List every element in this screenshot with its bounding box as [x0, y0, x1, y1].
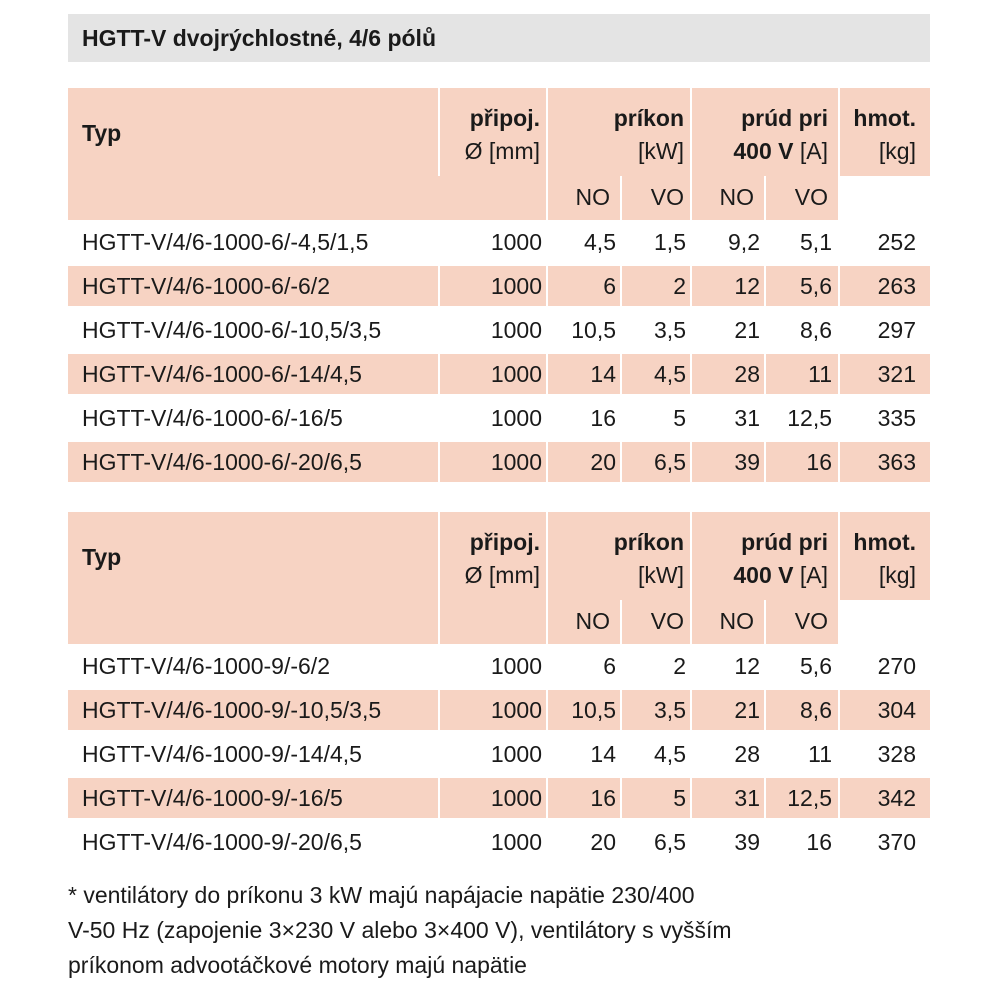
header-prud-no: NO — [719, 608, 754, 634]
header-prud-line2 — [733, 562, 828, 589]
cell-prud-vo: 12,5 — [787, 405, 832, 431]
header-pripoj-unit: Ø [mm] — [464, 562, 540, 588]
header-prikon-vo: VO — [650, 608, 684, 634]
cell-prud-no: 28 — [734, 741, 760, 767]
header-prikon: príkon — [613, 105, 684, 131]
cell-hmot: 370 — [877, 829, 916, 855]
cell-prud-no: 9,2 — [728, 229, 760, 255]
cell-prud-no: 28 — [734, 361, 760, 387]
cell-typ: HGTT-V/4/6-1000-9/-10,5/3,5 — [82, 697, 382, 723]
cell-hmot: 270 — [877, 653, 916, 679]
table-body — [68, 644, 930, 864]
header-prikon: príkon — [613, 529, 684, 555]
cell-prikon-no: 14 — [590, 361, 616, 387]
cell-hmot: 363 — [877, 449, 916, 475]
header-hmot: hmot. — [853, 105, 916, 131]
cell-prud-no: 31 — [734, 405, 760, 431]
cell-prud-no: 21 — [734, 697, 760, 723]
cell-prikon-vo: 3,5 — [654, 697, 686, 723]
cell-pripoj: 1000 — [490, 449, 542, 475]
cell-prikon-vo: 4,5 — [654, 361, 686, 387]
cell-prud-vo: 16 — [806, 449, 832, 475]
cell-hmot: 304 — [877, 697, 916, 723]
cell-prud-no: 12 — [734, 273, 760, 299]
cell-hmot: 252 — [877, 229, 916, 255]
table-header — [68, 512, 930, 644]
cell-prud-no: 21 — [734, 317, 760, 343]
cell-pripoj: 1000 — [490, 317, 542, 343]
table-row — [68, 264, 930, 308]
table-row — [68, 440, 930, 484]
header-prud: prúd pri — [741, 529, 828, 555]
cell-prud-no: 31 — [734, 785, 760, 811]
header-prikon-unit: [kW] — [638, 138, 684, 164]
header-hmot: hmot. — [853, 529, 916, 555]
header-prikon-cell — [548, 88, 690, 220]
cell-pripoj: 1000 — [490, 697, 542, 723]
header-prud-vo: VO — [794, 184, 828, 210]
cell-prud-no: 39 — [734, 449, 760, 475]
table-row — [68, 688, 930, 732]
table-row — [68, 644, 930, 688]
header-pripoj: připoj. — [469, 529, 540, 555]
header-prud-voltage: 400 V — [733, 138, 794, 164]
cell-prud-vo: 16 — [806, 829, 832, 855]
cell-prud-no: 39 — [734, 829, 760, 855]
section-title: HGTT-V dvojrýchlostné, 4/6 pólů — [68, 14, 930, 62]
cell-prikon-vo: 3,5 — [654, 317, 686, 343]
cell-prud-vo: 11 — [808, 741, 832, 767]
cell-pripoj: 1000 — [490, 361, 542, 387]
cell-prikon-no: 14 — [590, 741, 616, 767]
cell-typ: HGTT-V/4/6-1000-9/-6/2 — [82, 653, 330, 679]
header-typ: Typ — [82, 120, 122, 146]
table-row — [68, 308, 930, 352]
cell-typ: HGTT-V/4/6-1000-6/-14/4,5 — [82, 361, 362, 387]
cell-prud-vo: 5,6 — [800, 653, 832, 679]
cell-hmot: 335 — [877, 405, 916, 431]
cell-typ: HGTT-V/4/6-1000-9/-14/4,5 — [82, 741, 362, 767]
cell-prikon-vo: 2 — [673, 273, 686, 299]
cell-prikon-vo: 2 — [673, 653, 686, 679]
header-prud-cell — [692, 88, 838, 220]
cell-hmot: 342 — [877, 785, 916, 811]
header-prikon-vo: VO — [650, 184, 684, 210]
header-hmot-unit: [kg] — [878, 562, 916, 588]
cell-prikon-no: 16 — [590, 785, 616, 811]
cell-pripoj: 1000 — [490, 273, 542, 299]
cell-prud-no: 12 — [734, 653, 760, 679]
spec-table-1 — [68, 88, 930, 484]
header-hmot-cell — [840, 512, 930, 644]
cell-prikon-no: 6 — [603, 653, 616, 679]
header-prikon-no: NO — [575, 184, 610, 210]
header-prikon-cell — [548, 512, 690, 644]
spec-table-2 — [68, 512, 930, 864]
cell-prikon-vo: 5 — [673, 785, 686, 811]
footnote-line-2: V-50 Hz (zapojenie 3×230 V alebo 3×400 V), ventilátory s vyšším — [68, 917, 732, 943]
cell-prud-vo: 8,6 — [800, 317, 832, 343]
header-prikon-unit: [kW] — [638, 562, 684, 588]
header-prud-vo: VO — [794, 608, 828, 634]
cell-prikon-no: 20 — [590, 449, 616, 475]
cell-hmot: 297 — [877, 317, 916, 343]
header-prud-voltage: 400 V — [733, 562, 794, 588]
cell-prikon-no: 6 — [603, 273, 616, 299]
header-pripoj-unit: Ø [mm] — [464, 138, 540, 164]
table-row — [68, 732, 930, 776]
cell-typ: HGTT-V/4/6-1000-9/-16/5 — [82, 785, 343, 811]
cell-pripoj: 1000 — [490, 229, 542, 255]
header-prud-cell — [692, 512, 838, 644]
cell-typ: HGTT-V/4/6-1000-6/-10,5/3,5 — [82, 317, 382, 343]
table-row — [68, 820, 930, 864]
cell-prikon-vo: 4,5 — [654, 741, 686, 767]
cell-prud-vo: 11 — [808, 361, 832, 387]
header-prud-unit: [A] — [799, 138, 828, 164]
header-prud-line2 — [733, 138, 828, 165]
cell-prikon-no: 16 — [590, 405, 616, 431]
cell-typ: HGTT-V/4/6-1000-6/-6/2 — [82, 273, 330, 299]
cell-prikon-no: 20 — [590, 829, 616, 855]
cell-prikon-no: 10,5 — [571, 317, 616, 343]
table-row — [68, 396, 930, 440]
cell-pripoj: 1000 — [490, 785, 542, 811]
header-pripoj-cell — [440, 512, 546, 644]
header-pripoj-cell — [440, 88, 546, 220]
cell-pripoj: 1000 — [490, 741, 542, 767]
cell-hmot: 321 — [877, 361, 916, 387]
table-body — [68, 220, 930, 484]
header-typ-cell — [68, 512, 438, 644]
footnote-line-3: príkonom advootáčkové motory majú napätie — [68, 952, 527, 978]
cell-pripoj: 1000 — [490, 829, 542, 855]
table-row — [68, 776, 930, 820]
cell-hmot: 263 — [877, 273, 916, 299]
cell-prikon-vo: 5 — [673, 405, 686, 431]
cell-prikon-no: 4,5 — [584, 229, 616, 255]
header-prud-no: NO — [719, 184, 754, 210]
cell-prud-vo: 12,5 — [787, 785, 832, 811]
header-prikon-no: NO — [575, 608, 610, 634]
cell-prikon-vo: 1,5 — [654, 229, 686, 255]
footnote-line-1: * ventilátory do príkonu 3 kW majú napájacie napätie 230/400 — [68, 882, 695, 908]
table-row — [68, 352, 930, 396]
header-typ: Typ — [82, 544, 122, 570]
table-row — [68, 220, 930, 264]
cell-pripoj: 1000 — [490, 405, 542, 431]
table-header — [68, 88, 930, 220]
cell-typ: HGTT-V/4/6-1000-6/-4,5/1,5 — [82, 229, 369, 255]
cell-prud-vo: 8,6 — [800, 697, 832, 723]
header-prud: prúd pri — [741, 105, 828, 131]
header-hmot-unit: [kg] — [878, 138, 916, 164]
header-pripoj: připoj. — [469, 105, 540, 131]
cell-typ: HGTT-V/4/6-1000-9/-20/6,5 — [82, 829, 362, 855]
footnote — [68, 878, 948, 983]
cell-typ: HGTT-V/4/6-1000-6/-16/5 — [82, 405, 343, 431]
header-hmot-cell — [840, 88, 930, 220]
cell-pripoj: 1000 — [490, 653, 542, 679]
cell-prud-vo: 5,1 — [800, 229, 832, 255]
cell-hmot: 328 — [877, 741, 916, 767]
cell-prikon-vo: 6,5 — [654, 829, 686, 855]
cell-prikon-vo: 6,5 — [654, 449, 686, 475]
cell-prud-vo: 5,6 — [800, 273, 832, 299]
cell-typ: HGTT-V/4/6-1000-6/-20/6,5 — [82, 449, 362, 475]
header-prud-unit: [A] — [799, 562, 828, 588]
cell-prikon-no: 10,5 — [571, 697, 616, 723]
